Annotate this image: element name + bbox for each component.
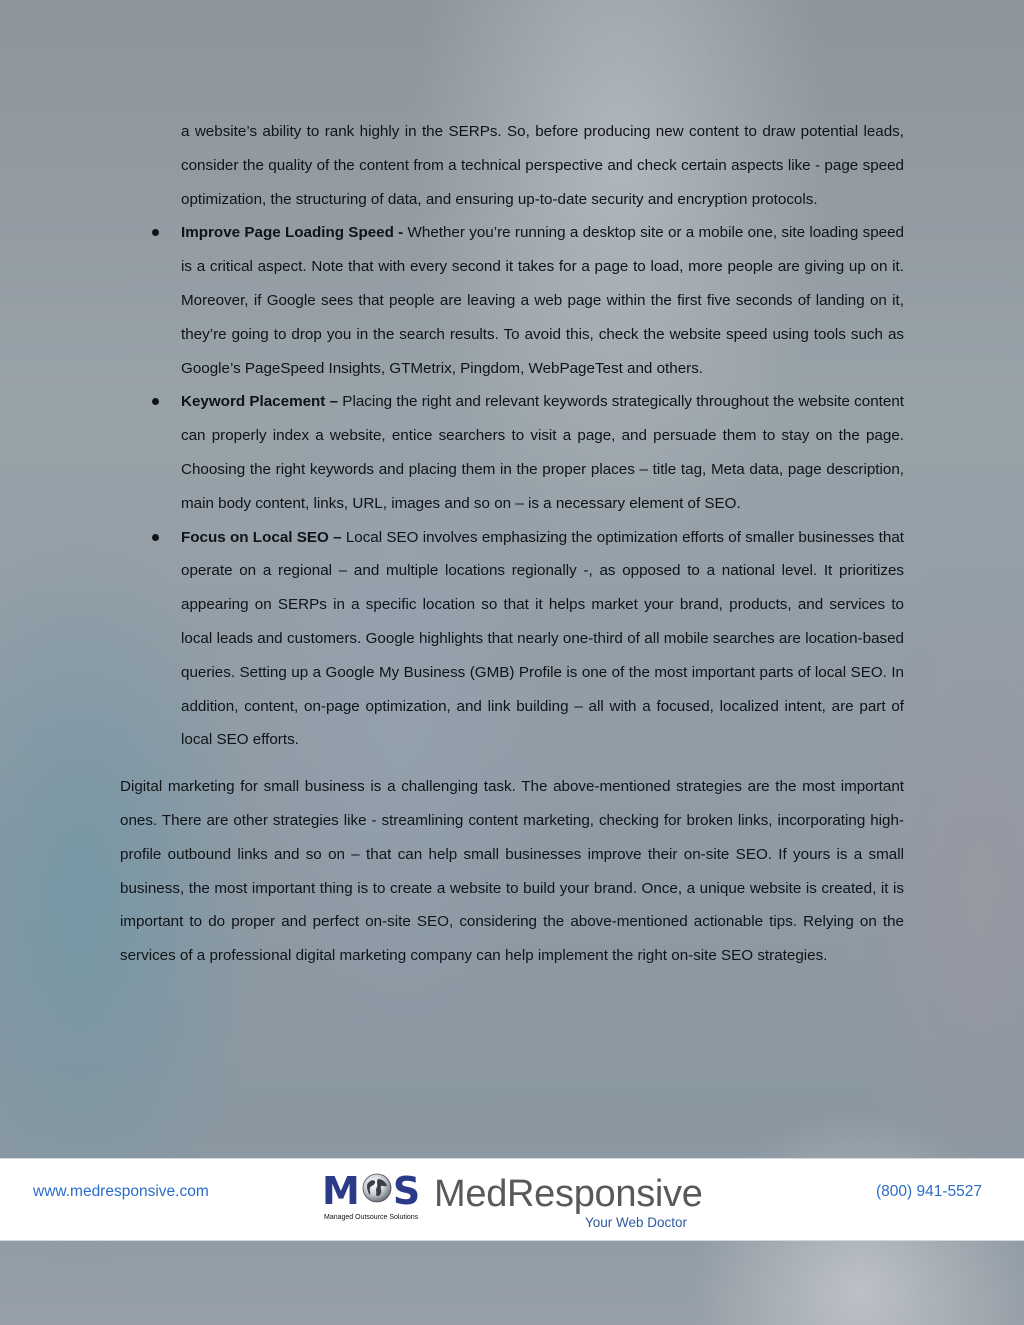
mos-tagline: Managed Outsource Solutions xyxy=(324,1214,419,1221)
website-link[interactable]: www.medresponsive.com xyxy=(33,1183,209,1200)
bullet-icon xyxy=(152,534,159,541)
list-item-text: Local SEO involves emphasizing the optimization efforts of smaller businesses that operate on a regional – and multiple locations regionally -, as opposed to a national level. It prioritizes appearing on SERPs in a specific location so that it helps market your brand, products, and services to local leads and customers. Google highlights that nearly one-third of all mobile searches are location-based queries. Setting up a Google My Business (GMB) Profile is one of the most important parts of local SEO. In addition, content, on-page optimization, and link building – all with a focused, localized intent, are part of local SEO efforts. xyxy=(181,528,904,749)
page-footer xyxy=(0,1158,1024,1241)
mos-letter-s: S xyxy=(392,1169,422,1213)
list-item-page-speed xyxy=(120,216,904,385)
brand-tagline: Your Web Doctor xyxy=(585,1215,688,1230)
mos-wordmark xyxy=(322,1169,421,1213)
mos-letter-m: M xyxy=(322,1169,361,1213)
list-item-keyword-placement xyxy=(120,385,904,520)
globe-icon xyxy=(362,1173,392,1203)
closing-paragraph: Digital marketing for small business is a challenging task. The above-mentioned strategies are the most important ones. There are other strategies like - streamlining content marketing, checking for broken links, incorporating high-profile outbound links and so on – that can help small businesses improve their on-site SEO. If yours is a small business, the most important thing is to create a website to build your brand. Once, a unique website is created, it is important to do proper and perfect on-site SEO, considering the above-mentioned actionable tips. Relying on the services of a professional digital marketing company can help implement the right on-site SEO strategies. xyxy=(120,778,904,965)
phone-link[interactable]: (800) 941-5527 xyxy=(876,1183,982,1200)
list-item-title: Focus on Local SEO – xyxy=(181,528,342,546)
list-item-text: Whether you’re running a desktop site or a mobile one, site loading speed is a critical aspect. Note that with every second it takes for a page to load, more people are giving up on it. Moreover, if Google sees that people are leaving a web page within the first five seconds of landing on it, they’re going to drop you in the search results. To avoid this, check the website speed using tools such as Google’s PageSpeed Insights, GTMetrix, Pingdom, WebPageTest and others. xyxy=(181,224,904,377)
bullet-icon xyxy=(152,229,159,236)
mos-logo xyxy=(322,1169,424,1229)
list-item-title: Keyword Placement – xyxy=(181,393,339,411)
list-item-text: Placing the right and relevant keywords strategically throughout the website content can properly index a website, entice searchers to visit a page, and persuade them to stay on the page. Choosing the right keywords and placing them in the proper places – title tag, Meta data, page description, main body content, links, URL, images and so on – is a necessary element of SEO. xyxy=(181,393,905,512)
intro-continuation-paragraph: a website’s ability to rank highly in the SERPs. So, before producing new content to draw potential leads, consider the quality of the content from a technical perspective and check certain aspects like - page speed optimization, the structuring of data, and ensuring up-to-date security and encryption protocols. xyxy=(181,123,904,208)
bullet-icon xyxy=(152,398,159,405)
seo-tips-list xyxy=(120,216,904,757)
list-item-local-seo xyxy=(120,521,904,758)
brand-name: MedResponsive xyxy=(434,1173,703,1215)
list-item-title: Improve Page Loading Speed - xyxy=(181,224,404,242)
document-body xyxy=(120,115,904,973)
